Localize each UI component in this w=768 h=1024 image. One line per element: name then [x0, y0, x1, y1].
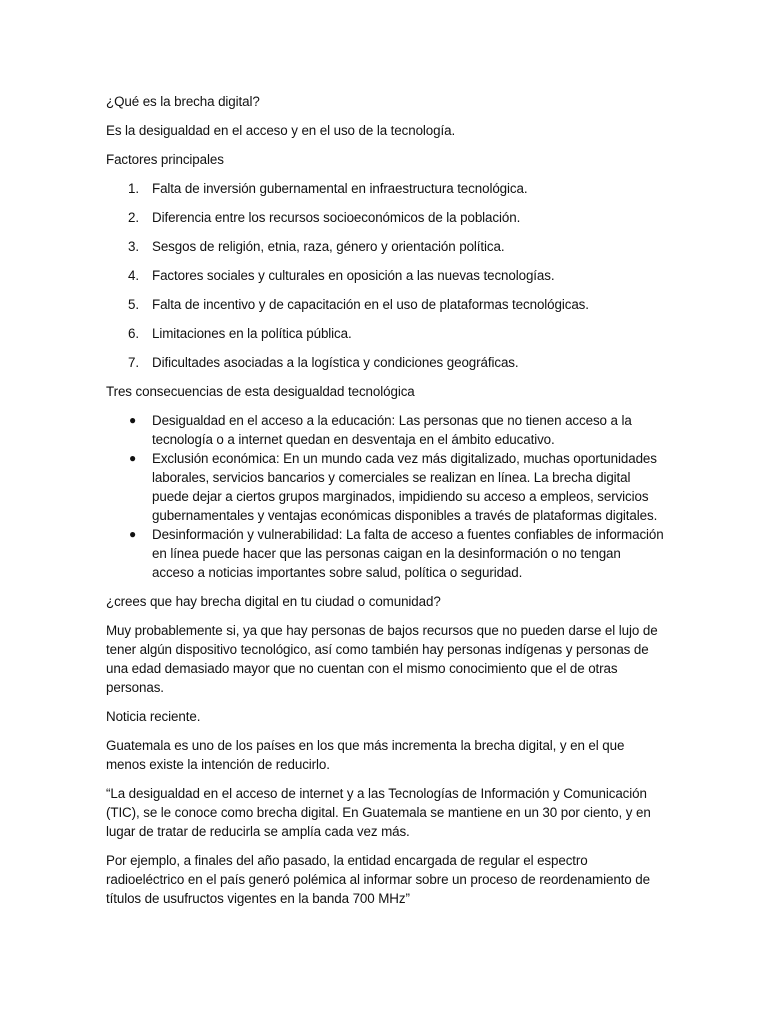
factors-heading: Factores principales: [106, 152, 224, 167]
news-heading: Noticia reciente.: [106, 709, 201, 724]
consequences-list: [106, 411, 666, 582]
list-item: [106, 295, 666, 314]
bullet-icon: ●: [129, 527, 137, 541]
list-number: 2.: [128, 210, 139, 225]
bullet-icon: ●: [129, 451, 137, 465]
list-item: [106, 208, 666, 227]
bullet-icon: ●: [129, 413, 137, 427]
consequences-heading: Tres consecuencias de esta desigualdad tecnológica: [106, 384, 415, 399]
list-number: 7.: [128, 355, 139, 370]
list-number: 4.: [128, 268, 139, 283]
list-item: [106, 237, 666, 256]
list-item-text: Desinformación y vulnerabilidad: La falta de acceso a fuentes confiables de información en línea puede hacer que las personas caigan en la desinformación o no tengan acceso a noticias importantes sobre salud, política o seguridad.: [152, 527, 664, 580]
list-item-text: Limitaciones en la política pública.: [152, 326, 352, 341]
list-number: 3.: [128, 239, 139, 254]
question-heading: ¿Qué es la brecha digital?: [106, 94, 260, 109]
quote-paragraph-2: Por ejemplo, a finales del año pasado, la entidad encargada de regular el espectro radioeléctrico en el país generó polémica al informar sobre un proceso de reordenamiento de títulos de usufructos vigentes en la banda 700 MHz”: [106, 853, 650, 906]
list-item-text: Desigualdad en el acceso a la educación: Las personas que no tienen acceso a la tecnología o a internet quedan en desventaja en el ámbito educativo.: [152, 413, 632, 447]
list-item-text: Falta de incentivo y de capacitación en el uso de plataformas tecnológicas.: [152, 297, 589, 312]
news-summary-paragraph: Guatemala es uno de los países en los que más incrementa la brecha digital, y en el que menos existe la intención de reducirlo.: [106, 738, 625, 772]
definition-paragraph: Es la desigualdad en el acceso y en el uso de la tecnología.: [106, 123, 456, 138]
list-number: 6.: [128, 326, 139, 341]
list-item: [106, 411, 666, 449]
list-item-text: Factores sociales y culturales en oposición a las nuevas tecnologías.: [152, 268, 555, 283]
list-item-text: Sesgos de religión, etnia, raza, género y orientación política.: [152, 239, 505, 254]
factors-list: [106, 179, 666, 372]
document-page: [106, 92, 666, 918]
answer-paragraph: Muy probablemente si, ya que hay personas de bajos recursos que no pueden darse el lujo de tener algún dispositivo tecnológico, así como también hay personas indígenas y personas de una edad demasiado mayor que no cuentan con el mismo conocimiento que el de otras personas.: [106, 623, 658, 695]
list-item-text: Diferencia entre los recursos socioeconómicos de la población.: [152, 210, 521, 225]
list-item: [106, 353, 666, 372]
list-item-text: Falta de inversión gubernamental en infraestructura tecnológica.: [152, 181, 528, 196]
list-item: [106, 525, 666, 582]
list-item: [106, 449, 666, 525]
list-item: [106, 324, 666, 343]
question-heading-community: ¿crees que hay brecha digital en tu ciudad o comunidad?: [106, 594, 441, 609]
list-item: [106, 266, 666, 285]
list-item-text: Exclusión económica: En un mundo cada vez más digitalizado, muchas oportunidades laborales, servicios bancarios y comerciales se realizan en línea. La brecha digital puede dejar a ciertos grupos marginados, impidiendo su acceso a empleos, servicios gubernamentales y ventajas económicas disponibles a través de plataformas digitales.: [152, 451, 658, 523]
quote-paragraph-1: “La desigualdad en el acceso de internet y a las Tecnologías de Información y Comunicación (TIC), se le conoce como brecha digital. En Guatemala se mantiene en un 30 por ciento, y en lugar de tratar de reducirla se amplía cada vez más.: [106, 786, 651, 839]
list-number: 1.: [128, 181, 139, 196]
list-item-text: Dificultades asociadas a la logística y condiciones geográficas.: [152, 355, 519, 370]
list-number: 5.: [128, 297, 139, 312]
list-item: [106, 179, 666, 198]
